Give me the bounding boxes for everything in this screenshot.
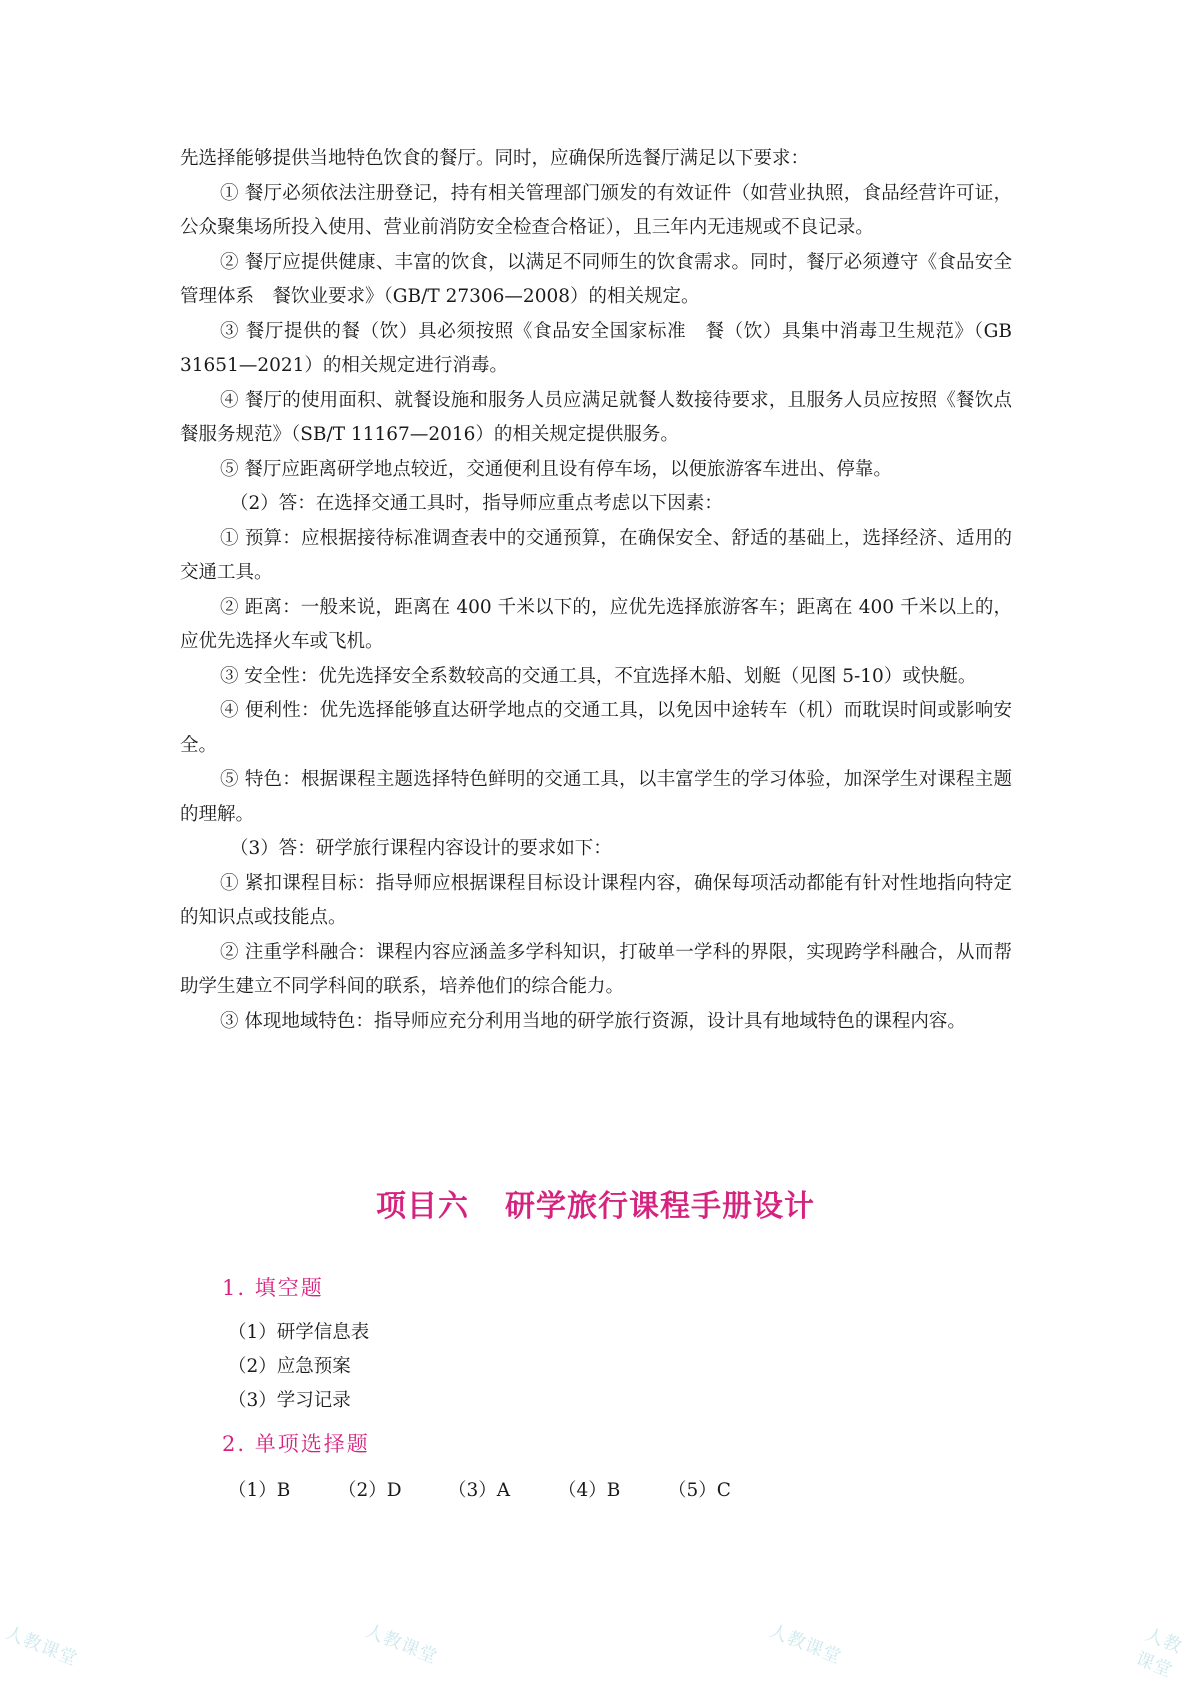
paragraph: ③ 餐厅提供的餐（饮）具必须按照《食品安全国家标准 餐（饮）具集中消毒卫生规范》（GB 31651—2021）的相关规定进行消毒。 [180, 320, 1012, 376]
choice-answer: （1）B [228, 1480, 291, 1501]
paragraph: ③ 安全性：优先选择安全系数较高的交通工具，不宜选择木船、划艇（见图 5-10）或快艇。 [220, 665, 977, 687]
paragraph: ① 预算：应根据接待标准调查表中的交通预算，在确保安全、舒适的基础上，选择经济、适用的交通工具。 [180, 527, 1012, 583]
paragraph: ② 餐厅应提供健康、丰富的饮食，以满足不同师生的饮食需求。同时，餐厅必须遵守《食品安全管理体系 餐饮业要求》（GB/T 27306—2008）的相关规定。 [180, 251, 1012, 307]
paragraph: ② 注重学科融合：课程内容应涵盖多学科知识，打破单一学科的界限，实现跨学科融合，从而帮助学生建立不同学科间的联系，培养他们的综合能力。 [180, 941, 1012, 997]
paragraph: ④ 餐厅的使用面积、就餐设施和服务人员应满足就餐人数接待要求，且服务人员应按照《餐饮点餐服务规范》（SB/T 11167—2016）的相关规定提供服务。 [180, 389, 1012, 445]
choice-answer: （2）D [338, 1480, 402, 1501]
paragraph: ⑤ 餐厅应距离研学地点较近，交通便利且设有停车场，以便旅游客车进出、停靠。 [220, 458, 892, 480]
paragraph: ⑤ 特色：根据课程主题选择特色鲜明的交通工具，以丰富学生的学习体验，加深学生对课程主题的理解。 [180, 769, 1012, 825]
watermark: 人教课堂 [362, 1620, 441, 1669]
paragraph: ③ 体现地域特色：指导师应充分利用当地的研学旅行资源，设计具有地域特色的课程内容。 [220, 1010, 966, 1032]
single-choice-answers [228, 1476, 778, 1502]
section-title-number: 项目六 [376, 1189, 469, 1224]
fill-blank-answer: （3）学习记录 [228, 1390, 351, 1411]
paragraph: ④ 便利性：优先选择能够直达研学地点的交通工具，以免因中途转车（机）而耽误时间或影响安全。 [180, 700, 1012, 756]
choice-answer: （3）A [448, 1480, 511, 1501]
paragraph: （3）答：研学旅行课程内容设计的要求如下： [230, 838, 612, 859]
paragraph: ① 紧扣课程目标：指导师应根据课程目标设计课程内容，确保每项活动都能有针对性地指向特定的知识点或技能点。 [180, 872, 1012, 928]
watermark: 人教课堂 [1132, 1624, 1186, 1682]
fill-blank-answer: （2）应急预案 [228, 1356, 351, 1377]
fill-blank-answer: （1）研学信息表 [228, 1322, 370, 1343]
watermark: 人教课堂 [2, 1622, 81, 1671]
paragraph: ② 距离：一般来说，距离在 400 千米以下的，应优先选择旅游客车；距离在 400 千米以上的，应优先选择火车或飞机。 [180, 596, 1012, 652]
paragraph: 先选择能够提供当地特色饮食的餐厅。同时，应确保所选餐厅满足以下要求： [180, 148, 810, 169]
paragraph: （2）答：在选择交通工具时，指导师应重点考虑以下因素： [230, 493, 723, 514]
section-title-text: 研学旅行课程手册设计 [505, 1189, 815, 1224]
single-choice-heading: 2. 单项选择题 [222, 1432, 370, 1456]
section-title [0, 1181, 1191, 1225]
choice-answer: （5）C [668, 1480, 731, 1501]
watermark: 人教课堂 [766, 1620, 845, 1669]
answer-body-text [180, 142, 1012, 1039]
paragraph: ① 餐厅必须依法注册登记，持有相关管理部门颁发的有效证件（如营业执照，食品经营许可证，公众聚集场所投入使用、营业前消防安全检查合格证），且三年内无违规或不良记录。 [180, 182, 1012, 238]
fill-blank-heading: 1. 填空题 [222, 1276, 324, 1300]
choice-answer: （4）B [558, 1480, 621, 1501]
